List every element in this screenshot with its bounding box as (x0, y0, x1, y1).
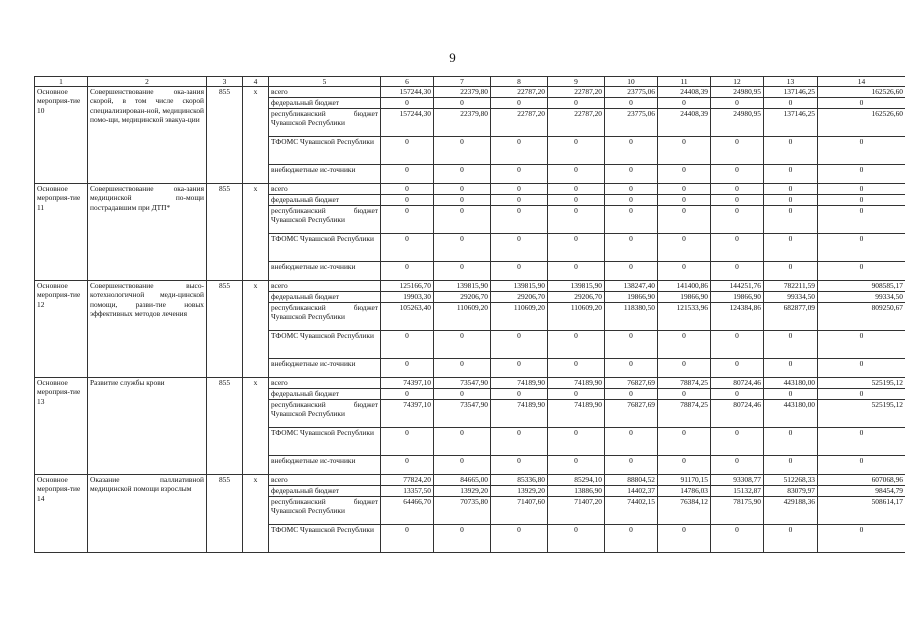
amount-cell: 23775,06 (605, 109, 658, 137)
amount-cell: 443180,00 (764, 378, 818, 389)
amount-cell: 0 (434, 331, 491, 359)
amount-cell: 74397,10 (381, 400, 434, 428)
amount-cell: 118380,50 (605, 303, 658, 331)
amount-cell: 0 (658, 331, 711, 359)
amount-cell: 0 (548, 359, 605, 378)
amount-cell: 84665,00 (434, 475, 491, 486)
amount-cell: 24980,95 (711, 109, 764, 137)
amount-cell: 0 (711, 428, 764, 456)
amount-cell: 0 (605, 184, 658, 195)
amount-cell: 0 (818, 262, 905, 281)
amount-cell: 0 (605, 234, 658, 262)
amount-cell: 144251,76 (711, 281, 764, 292)
amount-cell: 0 (434, 359, 491, 378)
amount-cell: 78175,90 (711, 497, 764, 525)
amount-cell: 0 (818, 137, 905, 165)
measure-description: Совершенствование высо-котехнологичной меди-цинской помощи, разви-тие новых эффективных методов лечения (88, 281, 207, 378)
table-row (35, 184, 905, 195)
amount-cell: 0 (381, 331, 434, 359)
amount-cell: 0 (818, 389, 905, 400)
amount-cell: 0 (434, 428, 491, 456)
measure-name: Основное мероприя-тие 14 (35, 475, 88, 553)
amount-cell: 0 (381, 206, 434, 234)
amount-cell: 0 (658, 165, 711, 184)
amount-cell: 0 (818, 331, 905, 359)
amount-cell: 0 (491, 165, 548, 184)
funding-source: всего (269, 475, 381, 486)
amount-cell: 24408,39 (658, 109, 711, 137)
amount-cell: 908585,17 (818, 281, 905, 292)
measure-mark: х (243, 184, 269, 281)
amount-cell: 0 (764, 428, 818, 456)
column-number: 2 (88, 77, 207, 87)
amount-cell: 0 (381, 98, 434, 109)
amount-cell: 0 (491, 389, 548, 400)
column-number: 7 (434, 77, 491, 87)
amount-cell: 121533,96 (658, 303, 711, 331)
amount-cell: 0 (818, 234, 905, 262)
funding-source: ТФОМС Чувашской Республики (269, 234, 381, 262)
amount-cell: 0 (491, 234, 548, 262)
amount-cell: 0 (605, 195, 658, 206)
amount-cell: 73547,90 (434, 378, 491, 389)
amount-cell: 0 (658, 195, 711, 206)
amount-cell: 0 (381, 234, 434, 262)
measure-name: Основное мероприя-тие 10 (35, 87, 88, 184)
amount-cell: 0 (491, 262, 548, 281)
amount-cell: 0 (711, 389, 764, 400)
amount-cell: 0 (605, 137, 658, 165)
amount-cell: 19903,30 (381, 292, 434, 303)
column-number: 10 (605, 77, 658, 87)
amount-cell: 162526,60 (818, 87, 905, 98)
funding-source: республиканский бюджет Чувашской Республики (269, 109, 381, 137)
amount-cell: 74189,90 (548, 400, 605, 428)
amount-cell: 0 (764, 165, 818, 184)
amount-cell: 0 (491, 98, 548, 109)
column-number: 5 (269, 77, 381, 87)
funding-source: республиканский бюджет Чувашской Республики (269, 497, 381, 525)
funding-source: федеральный бюджет (269, 195, 381, 206)
amount-cell: 0 (548, 165, 605, 184)
amount-cell: 0 (548, 137, 605, 165)
amount-cell: 0 (434, 262, 491, 281)
amount-cell: 0 (605, 262, 658, 281)
amount-cell: 24408,39 (658, 87, 711, 98)
amount-cell: 0 (764, 184, 818, 195)
column-number-row (35, 77, 905, 87)
amount-cell: 0 (434, 165, 491, 184)
amount-cell: 71407,60 (491, 497, 548, 525)
funding-table (34, 76, 905, 553)
amount-cell: 0 (764, 195, 818, 206)
amount-cell: 71407,20 (548, 497, 605, 525)
column-number: 9 (548, 77, 605, 87)
funding-source: республиканский бюджет Чувашской Республики (269, 206, 381, 234)
amount-cell: 0 (711, 525, 764, 553)
amount-cell: 0 (548, 98, 605, 109)
amount-cell: 0 (711, 206, 764, 234)
measure-mark: х (243, 281, 269, 378)
amount-cell: 19866,90 (658, 292, 711, 303)
amount-cell: 0 (381, 525, 434, 553)
amount-cell: 13357,50 (381, 486, 434, 497)
amount-cell: 0 (491, 137, 548, 165)
amount-cell: 0 (381, 195, 434, 206)
measure-name: Основное мероприя-тие 13 (35, 378, 88, 475)
column-number: 12 (711, 77, 764, 87)
amount-cell: 124384,86 (711, 303, 764, 331)
amount-cell: 508614,17 (818, 497, 905, 525)
amount-cell: 0 (658, 206, 711, 234)
amount-cell: 0 (658, 389, 711, 400)
amount-cell: 0 (381, 137, 434, 165)
amount-cell: 0 (605, 98, 658, 109)
amount-cell: 0 (548, 389, 605, 400)
amount-cell: 0 (818, 184, 905, 195)
amount-cell: 0 (764, 525, 818, 553)
amount-cell: 0 (658, 359, 711, 378)
amount-cell: 74189,90 (548, 378, 605, 389)
amount-cell: 138247,40 (605, 281, 658, 292)
amount-cell: 76384,12 (658, 497, 711, 525)
amount-cell: 0 (434, 195, 491, 206)
funding-source: всего (269, 281, 381, 292)
measure-code: 855 (207, 281, 243, 378)
amount-cell: 0 (818, 98, 905, 109)
amount-cell: 76827,69 (605, 378, 658, 389)
amount-cell: 0 (658, 525, 711, 553)
amount-cell: 14786,03 (658, 486, 711, 497)
amount-cell: 0 (818, 456, 905, 475)
funding-source: внебюджетные ис-точники (269, 359, 381, 378)
funding-source: федеральный бюджет (269, 292, 381, 303)
amount-cell: 22379,80 (434, 87, 491, 98)
amount-cell: 429188,36 (764, 497, 818, 525)
amount-cell: 125166,70 (381, 281, 434, 292)
amount-cell: 0 (381, 456, 434, 475)
amount-cell: 0 (548, 456, 605, 475)
amount-cell: 0 (491, 525, 548, 553)
amount-cell: 682877,09 (764, 303, 818, 331)
amount-cell: 525195,12 (818, 378, 905, 389)
table-row (35, 87, 905, 98)
amount-cell: 0 (434, 234, 491, 262)
amount-cell: 525195,12 (818, 400, 905, 428)
funding-source: всего (269, 378, 381, 389)
amount-cell: 83079,97 (764, 486, 818, 497)
funding-source: федеральный бюджет (269, 98, 381, 109)
column-number: 8 (491, 77, 548, 87)
amount-cell: 0 (434, 137, 491, 165)
amount-cell: 0 (818, 195, 905, 206)
measure-mark: х (243, 378, 269, 475)
amount-cell: 74189,90 (491, 378, 548, 389)
amount-cell: 512268,33 (764, 475, 818, 486)
funding-source: всего (269, 184, 381, 195)
amount-cell: 85294,10 (548, 475, 605, 486)
funding-source: ТФОМС Чувашской Республики (269, 525, 381, 553)
column-number: 1 (35, 77, 88, 87)
amount-cell: 0 (491, 359, 548, 378)
column-number: 4 (243, 77, 269, 87)
amount-cell: 13929,20 (434, 486, 491, 497)
amount-cell: 22787,20 (548, 87, 605, 98)
amount-cell: 0 (491, 331, 548, 359)
table-row (35, 378, 905, 389)
amount-cell: 443180,00 (764, 400, 818, 428)
funding-source: федеральный бюджет (269, 389, 381, 400)
amount-cell: 139815,90 (434, 281, 491, 292)
amount-cell: 0 (434, 98, 491, 109)
amount-cell: 0 (548, 206, 605, 234)
amount-cell: 70735,80 (434, 497, 491, 525)
amount-cell: 85336,80 (491, 475, 548, 486)
column-number: 14 (818, 77, 905, 87)
column-number: 3 (207, 77, 243, 87)
amount-cell: 0 (658, 428, 711, 456)
amount-cell: 0 (764, 262, 818, 281)
amount-cell: 74402,15 (605, 497, 658, 525)
amount-cell: 0 (764, 456, 818, 475)
amount-cell: 80724,46 (711, 400, 764, 428)
amount-cell: 93308,77 (711, 475, 764, 486)
amount-cell: 0 (434, 184, 491, 195)
measure-code: 855 (207, 378, 243, 475)
amount-cell: 157244,30 (381, 87, 434, 98)
funding-source: республиканский бюджет Чувашской Республики (269, 303, 381, 331)
amount-cell: 137146,25 (764, 87, 818, 98)
amount-cell: 0 (605, 456, 658, 475)
amount-cell: 139815,90 (548, 281, 605, 292)
table-row (35, 281, 905, 292)
amount-cell: 0 (658, 98, 711, 109)
amount-cell: 0 (764, 359, 818, 378)
amount-cell: 99334,50 (764, 292, 818, 303)
measure-description: Совершенствование ока-зания медицинской по-мощи пострадавшим при ДТП* (88, 184, 207, 281)
amount-cell: 13929,20 (491, 486, 548, 497)
amount-cell: 0 (658, 456, 711, 475)
amount-cell: 0 (548, 428, 605, 456)
measure-mark: х (243, 87, 269, 184)
amount-cell: 0 (711, 165, 764, 184)
amount-cell: 15132,87 (711, 486, 764, 497)
amount-cell: 607068,96 (818, 475, 905, 486)
page-number: 9 (449, 50, 456, 65)
amount-cell: 0 (818, 428, 905, 456)
amount-cell: 0 (711, 184, 764, 195)
measure-description: Совершенствование ока-зания скорой, в том числе скорой специализирован-ной, медицинской помо-щи, медицинской эвакуа-ции (88, 87, 207, 184)
amount-cell: 0 (548, 331, 605, 359)
amount-cell: 0 (381, 359, 434, 378)
amount-cell: 22379,80 (434, 109, 491, 137)
amount-cell: 0 (605, 206, 658, 234)
amount-cell: 64466,70 (381, 497, 434, 525)
amount-cell: 0 (434, 456, 491, 475)
amount-cell: 19866,90 (605, 292, 658, 303)
amount-cell: 29206,70 (491, 292, 548, 303)
amount-cell: 0 (658, 184, 711, 195)
amount-cell: 76827,69 (605, 400, 658, 428)
amount-cell: 0 (658, 234, 711, 262)
amount-cell: 91170,15 (658, 475, 711, 486)
table-body (35, 87, 905, 553)
funding-source: внебюджетные ис-точники (269, 165, 381, 184)
column-number: 13 (764, 77, 818, 87)
amount-cell: 0 (605, 331, 658, 359)
amount-cell: 0 (605, 428, 658, 456)
amount-cell: 0 (818, 206, 905, 234)
amount-cell: 0 (491, 456, 548, 475)
measure-mark: х (243, 475, 269, 553)
measure-description: Развитие службы крови (88, 378, 207, 475)
measure-name: Основное мероприя-тие 11 (35, 184, 88, 281)
amount-cell: 0 (818, 359, 905, 378)
amount-cell: 0 (764, 234, 818, 262)
measure-description: Оказание паллиативной медицинской помощи взрослым (88, 475, 207, 553)
amount-cell: 0 (491, 428, 548, 456)
measure-code: 855 (207, 87, 243, 184)
amount-cell: 73547,90 (434, 400, 491, 428)
amount-cell: 74189,90 (491, 400, 548, 428)
amount-cell: 0 (381, 428, 434, 456)
amount-cell: 110609,20 (491, 303, 548, 331)
amount-cell: 80724,46 (711, 378, 764, 389)
amount-cell: 0 (711, 137, 764, 165)
amount-cell: 0 (548, 234, 605, 262)
amount-cell: 105263,40 (381, 303, 434, 331)
amount-cell: 0 (764, 331, 818, 359)
funding-source: внебюджетные ис-точники (269, 262, 381, 281)
amount-cell: 88804,52 (605, 475, 658, 486)
amount-cell: 0 (711, 359, 764, 378)
amount-cell: 0 (818, 165, 905, 184)
amount-cell: 110609,20 (548, 303, 605, 331)
amount-cell: 162526,60 (818, 109, 905, 137)
amount-cell: 141400,86 (658, 281, 711, 292)
amount-cell: 0 (658, 262, 711, 281)
amount-cell: 0 (818, 525, 905, 553)
funding-source: всего (269, 87, 381, 98)
amount-cell: 0 (711, 262, 764, 281)
amount-cell: 99334,50 (818, 292, 905, 303)
amount-cell: 0 (381, 389, 434, 400)
table-row (35, 475, 905, 486)
amount-cell: 137146,25 (764, 109, 818, 137)
amount-cell: 0 (605, 165, 658, 184)
amount-cell: 19866,90 (711, 292, 764, 303)
amount-cell: 0 (764, 389, 818, 400)
amount-cell: 74397,10 (381, 378, 434, 389)
amount-cell: 0 (764, 137, 818, 165)
funding-source: ТФОМС Чувашской Республики (269, 137, 381, 165)
amount-cell: 0 (381, 184, 434, 195)
amount-cell: 77824,20 (381, 475, 434, 486)
funding-source: внебюджетные ис-точники (269, 456, 381, 475)
amount-cell: 110609,20 (434, 303, 491, 331)
amount-cell: 0 (381, 262, 434, 281)
amount-cell: 0 (658, 137, 711, 165)
funding-source: ТФОМС Чувашской Республики (269, 428, 381, 456)
funding-source: федеральный бюджет (269, 486, 381, 497)
amount-cell: 0 (711, 195, 764, 206)
measure-code: 855 (207, 475, 243, 553)
amount-cell: 22787,20 (548, 109, 605, 137)
amount-cell: 0 (548, 184, 605, 195)
amount-cell: 98454,79 (818, 486, 905, 497)
amount-cell: 0 (605, 389, 658, 400)
amount-cell: 29206,70 (434, 292, 491, 303)
column-number: 6 (381, 77, 434, 87)
amount-cell: 0 (605, 525, 658, 553)
amount-cell: 22787,20 (491, 87, 548, 98)
funding-source: ТФОМС Чувашской Республики (269, 331, 381, 359)
amount-cell: 139815,90 (491, 281, 548, 292)
amount-cell: 809250,67 (818, 303, 905, 331)
amount-cell: 23775,06 (605, 87, 658, 98)
amount-cell: 0 (434, 389, 491, 400)
amount-cell: 0 (434, 206, 491, 234)
amount-cell: 22787,20 (491, 109, 548, 137)
amount-cell: 14402,37 (605, 486, 658, 497)
amount-cell: 0 (491, 206, 548, 234)
amount-cell: 0 (491, 184, 548, 195)
amount-cell: 0 (548, 195, 605, 206)
amount-cell: 0 (711, 331, 764, 359)
amount-cell: 0 (764, 98, 818, 109)
amount-cell: 0 (548, 262, 605, 281)
amount-cell: 0 (711, 456, 764, 475)
column-number: 11 (658, 77, 711, 87)
amount-cell: 0 (764, 206, 818, 234)
measure-name: Основное мероприя-тие 12 (35, 281, 88, 378)
amount-cell: 29206,70 (548, 292, 605, 303)
amount-cell: 0 (605, 359, 658, 378)
funding-source: республиканский бюджет Чувашской Республики (269, 400, 381, 428)
amount-cell: 157244,30 (381, 109, 434, 137)
amount-cell: 782211,59 (764, 281, 818, 292)
amount-cell: 0 (711, 234, 764, 262)
amount-cell: 13886,90 (548, 486, 605, 497)
amount-cell: 24980,95 (711, 87, 764, 98)
amount-cell: 0 (381, 165, 434, 184)
measure-code: 855 (207, 184, 243, 281)
amount-cell: 78874,25 (658, 400, 711, 428)
amount-cell: 0 (548, 525, 605, 553)
amount-cell: 0 (491, 195, 548, 206)
amount-cell: 0 (711, 98, 764, 109)
amount-cell: 78874,25 (658, 378, 711, 389)
amount-cell: 0 (434, 525, 491, 553)
